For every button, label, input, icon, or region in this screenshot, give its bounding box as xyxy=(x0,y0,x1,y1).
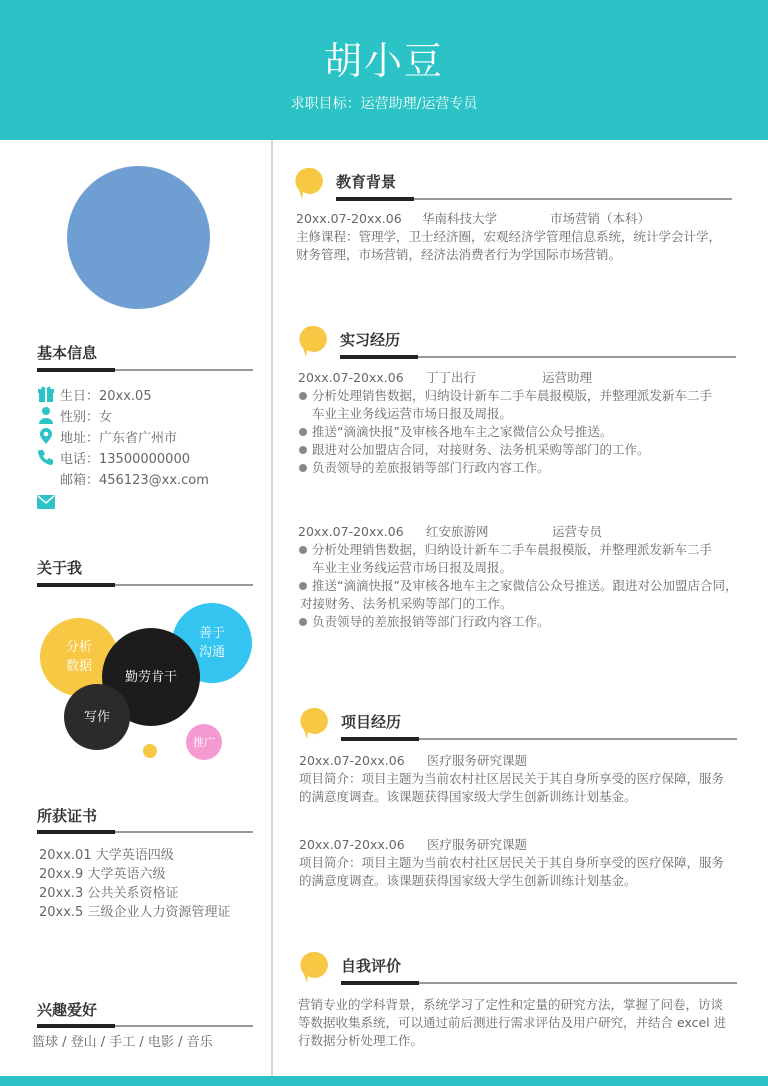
about-underline xyxy=(37,584,253,586)
project-desc: 项目简介：项目主题为当前农村社区居民关于其自身所享受的医疗保障，服务 的满意度调查。该课题获得国家级大学生创新训练计划基金。 xyxy=(299,771,725,804)
job-duties: 分析处理销售数据，归纳设计新车二手车晨报模版，并整理派发新车二手 车业主业务线运营市场日报及周报。 推送“滴滴快报”及审核各地车主之家微信公众号推送。 跟进对公加盟店合同，对接财务、法务机采购等部门的工作。 负责领导的差旅报销等部门行政内容工作。 xyxy=(298,387,743,477)
education-date: 20xx.07-20xx.06 xyxy=(296,211,402,226)
education-major: 市场营销（本科） xyxy=(550,211,651,226)
job-goal: 求职目标：运营助理/运营专员 xyxy=(290,96,478,112)
info-address xyxy=(37,426,177,446)
job-duties: 分析处理销售数据，归纳设计新车二手车晨报模版，并整理派发新车二手 车业主业务线运营市场日报及周报。 推送“滴滴快报”及审核各地车主之家微信公众号推送。跟进对公加盟店合同， 对接财务、法务机采购等部门的工作。 负责领导的差旅报销等部门行政内容工作。 xyxy=(298,541,756,631)
info-email xyxy=(37,468,209,488)
education-courses: 主修课程：管理学，卫士经济圈，宏观经济学管理信息系统，统计学会计学， 财务管理，市场营销，经济法消费者行为学国际市场营销。 xyxy=(296,229,722,262)
cert-underline xyxy=(37,831,253,833)
birthday-text: 生日：20xx.05 xyxy=(60,388,152,404)
project-row: 20xx.07-20xx.06 医疗服务研究课题 xyxy=(299,753,528,768)
speech-bubble-icon xyxy=(299,950,329,984)
project-desc: 项目简介：项目主题为当前农村社区居民关于其自身所享受的医疗保障，服务 的满意度调查。该课题获得国家级大学生创新训练计划基金。 xyxy=(299,855,725,888)
candidate-name: 胡小豆 xyxy=(323,39,444,83)
education-title: 教育背景 xyxy=(336,173,397,191)
hobby-title: 兴趣爱好 xyxy=(37,1001,98,1019)
education-underline xyxy=(336,198,732,200)
gender-text: 性别：女 xyxy=(60,409,113,425)
email-text: 邮箱：456123@xx.com xyxy=(60,472,209,488)
bubble-writing: 写作 xyxy=(64,684,130,750)
gift-icon xyxy=(37,385,55,403)
projects-underline xyxy=(341,738,737,740)
footer-bar xyxy=(0,1076,768,1086)
mail-icon xyxy=(37,494,55,513)
self-eval-title: 自我评价 xyxy=(341,957,402,975)
internship-underline xyxy=(340,356,736,358)
self-eval-underline xyxy=(341,982,737,984)
phone-icon xyxy=(37,448,55,466)
speech-bubble-icon xyxy=(294,166,324,200)
basic-info-underline xyxy=(37,369,253,371)
bubble-diligent: 勤劳肯干 xyxy=(102,628,200,726)
projects-title: 项目经历 xyxy=(341,713,402,731)
bubble-communicate: 善于 沟通 xyxy=(172,603,252,683)
info-gender xyxy=(37,405,112,425)
header-banner xyxy=(0,0,768,140)
internship-title: 实习经历 xyxy=(340,331,401,349)
speech-bubble-icon xyxy=(298,324,328,358)
column-divider xyxy=(271,140,273,1076)
bubble-dot xyxy=(143,744,157,758)
bubble-analysis: 分析 数据 xyxy=(40,618,118,696)
self-eval-text: 营销专业的学科背景，系统学习了定性和定量的研究方法，掌握了问卷，访谈 等数据收集系统，可以通过前后测进行需求评估及用户研究，并结合 excel 进 行数据分析处理工作。 xyxy=(298,997,727,1048)
location-icon xyxy=(37,427,55,445)
bubble-promote: 推广 xyxy=(186,724,222,760)
info-birthday xyxy=(37,384,152,404)
address-text: 地址：广东省广州市 xyxy=(60,430,178,446)
job-row: 20xx.07-20xx.06 红安旅游网 运营专员 xyxy=(298,524,603,539)
cert-item: 20xx.3 公共关系资格证 xyxy=(39,886,179,901)
cert-item: 20xx.5 三级企业人力资源管理证 xyxy=(39,905,231,920)
phone-text: 电话：13500000000 xyxy=(60,451,190,467)
hobby-list: 篮球 / 登山 / 手工 / 电影 / 音乐 xyxy=(32,1035,213,1050)
person-icon xyxy=(37,406,55,424)
cert-item: 20xx.01 大学英语四级 xyxy=(39,848,174,863)
education-row xyxy=(296,210,650,228)
cert-list xyxy=(39,846,230,922)
job-row: 20xx.07-20xx.06 丁丁出行 运营助理 xyxy=(298,370,593,385)
info-phone xyxy=(37,447,190,467)
basic-info-title: 基本信息 xyxy=(37,344,98,362)
about-title: 关于我 xyxy=(37,559,83,577)
hobby-underline xyxy=(37,1025,253,1027)
avatar xyxy=(67,166,210,309)
speech-bubble-icon xyxy=(299,706,329,740)
education-school: 华南科技大学 xyxy=(422,211,498,226)
cert-title: 所获证书 xyxy=(37,807,98,825)
cert-item: 20xx.9 大学英语六级 xyxy=(39,867,166,882)
project-row: 20xx.07-20xx.06 医疗服务研究课题 xyxy=(299,837,528,852)
